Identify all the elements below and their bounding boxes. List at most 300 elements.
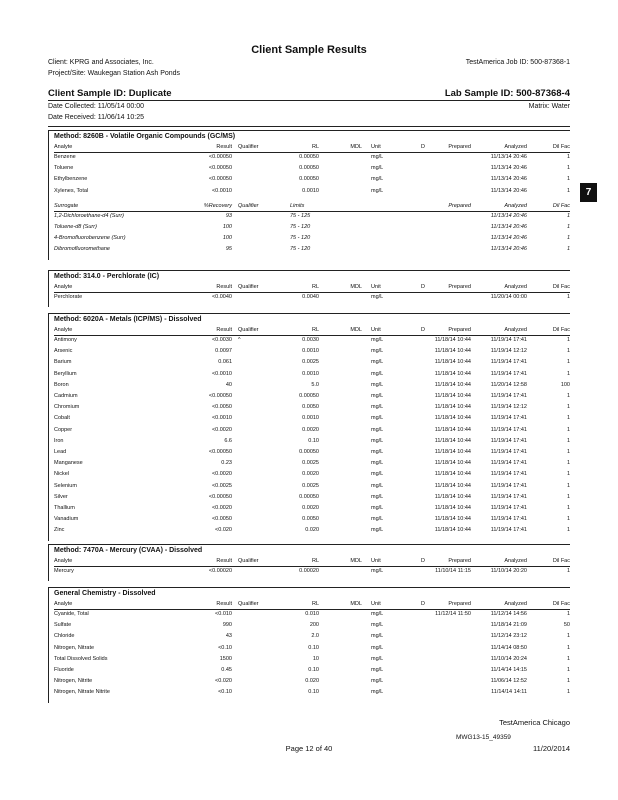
- cell-rl: 0.00050: [299, 165, 319, 172]
- cell-rl: 0.10: [308, 644, 319, 651]
- cell-dil-fac: 1: [566, 404, 570, 411]
- cell-analyzed: 11/18/14 21:09: [490, 622, 527, 629]
- cell-prepared: 11/12/14 11:50: [435, 611, 471, 617]
- cell-result: 1500: [219, 655, 232, 662]
- cell-rl: 0.010: [305, 611, 319, 617]
- column-header-dil-fac: Dil Fac: [552, 284, 570, 290]
- cell-unit: mg/L: [371, 516, 384, 523]
- cell-result: <0.020: [215, 678, 232, 685]
- cell-dil-fac: 1: [566, 516, 570, 523]
- cell-result: <0.0050: [211, 404, 232, 411]
- column-header-analyte: Analyte: [54, 558, 73, 564]
- cell-rl: 2.0: [311, 633, 319, 640]
- column-header-d: D: [421, 558, 425, 564]
- cell-unit: mg/L: [371, 370, 384, 377]
- cell-rl: 0.00050: [299, 176, 319, 183]
- surrogate-cell-dil-fac: 1: [566, 235, 570, 242]
- date-collected: Date Collected: 11/05/14 00:00: [48, 103, 144, 110]
- surrogate-header-dil-fac: Dil Fac: [552, 202, 570, 209]
- cell-result: <0.00050: [208, 449, 232, 455]
- cell-unit: mg/L: [371, 426, 384, 433]
- surrogate-cell-analyzed: 11/13/14 20:46: [490, 235, 527, 242]
- column-header-mdl: MDL: [350, 601, 362, 607]
- cell-result: <0.00050: [208, 493, 232, 500]
- lab-name: TestAmerica Chicago: [499, 718, 570, 727]
- cell-rl: 0.0050: [302, 516, 319, 523]
- cell-dil-fac: 1: [566, 482, 570, 489]
- cell-unit: mg/L: [371, 460, 384, 467]
- matrix: Matrix: Water: [528, 103, 570, 110]
- cell-rl: 10: [312, 655, 319, 662]
- cell-analyzed: 11/19/14 17:41: [490, 449, 527, 455]
- cell-prepared: 11/18/14 10:44: [434, 449, 471, 455]
- page-number: Page 12 of 40: [285, 744, 333, 753]
- surrogate-cell-surrogate: 4-Bromofluorobenzene (Surr): [54, 235, 126, 242]
- cell-unit: mg/L: [371, 415, 384, 422]
- cell-analyzed: 11/19/14 17:41: [490, 493, 527, 500]
- surrogate-cell-limits: 75 - 120: [290, 235, 311, 242]
- column-header-unit: Unit: [371, 284, 381, 290]
- surrogate-cell-dil-fac: 1: [566, 212, 570, 219]
- cell-analyte: Lead: [54, 449, 67, 455]
- cell-rl: 0.0010: [302, 348, 319, 355]
- cell-dil-fac: 1: [566, 493, 570, 500]
- column-header-qualifier: Qualifier: [238, 601, 259, 607]
- cell-analyte: Cobalt: [54, 415, 70, 422]
- cell-result: <0.10: [218, 689, 232, 696]
- cell-result: 0.0097: [215, 348, 232, 355]
- column-header-mdl: MDL: [350, 558, 362, 564]
- cell-analyzed: 11/19/14 17:41: [490, 471, 527, 478]
- column-header-rl: RL: [311, 601, 319, 607]
- column-header-d: D: [421, 601, 425, 607]
- cell-dil-fac: 1: [566, 644, 570, 651]
- cell-prepared: 11/18/14 10:44: [434, 482, 471, 489]
- cell-prepared: 11/18/14 10:44: [434, 437, 471, 444]
- cell-unit: mg/L: [371, 471, 384, 478]
- cell-prepared: 11/18/14 10:44: [434, 493, 471, 500]
- cell-rl: 0.0025: [302, 359, 319, 366]
- client-name: Client: KPRG and Associates, Inc.: [48, 59, 154, 66]
- cell-dil-fac: 1: [566, 471, 570, 478]
- column-header-rl: RL: [311, 144, 319, 150]
- cell-dil-fac: 1: [566, 415, 570, 422]
- cell-rl: 0.00050: [299, 493, 319, 500]
- cell-unit: mg/L: [371, 505, 384, 511]
- cell-prepared: 11/18/14 10:44: [434, 471, 471, 478]
- surrogate-cell-dil-fac: 1: [566, 224, 570, 230]
- cell-unit: mg/L: [371, 667, 384, 673]
- cell-prepared: 11/18/14 10:44: [434, 527, 471, 534]
- column-header-rl: RL: [311, 327, 319, 333]
- cell-prepared: 11/18/14 10:44: [434, 460, 471, 467]
- date-received: Date Received: 11/06/14 10:25: [48, 114, 144, 121]
- surrogate-cell-limits: 75 - 120: [290, 246, 311, 253]
- cell-unit: mg/L: [371, 294, 384, 300]
- cell-unit: mg/L: [371, 644, 384, 651]
- cell-analyte: Perchlorate: [54, 294, 83, 300]
- column-header-rule: [54, 566, 570, 567]
- cell-result: <0.0050: [211, 516, 232, 523]
- cell-result: 0.23: [221, 460, 232, 467]
- surrogate-cell-recovery: 95: [225, 246, 232, 253]
- cell-analyzed: 11/14/14 14:15: [490, 667, 527, 673]
- cell-analyzed: 11/19/14 12:12: [490, 404, 527, 411]
- cell-prepared: 11/18/14 10:44: [434, 337, 471, 343]
- method-title: Method: 8260B - Volatile Organic Compounds (GC/MS): [54, 133, 236, 140]
- cell-analyzed: 11/20/14 00:00: [490, 294, 527, 300]
- cell-analyte: Benzene: [54, 154, 76, 160]
- surrogate-header-recovery: %Recovery: [203, 202, 232, 209]
- cell-rl: 0.0020: [302, 426, 319, 433]
- section-bracket: [48, 544, 49, 581]
- cell-dil-fac: 1: [566, 633, 570, 640]
- cell-unit: mg/L: [371, 165, 384, 172]
- cell-dil-fac: 1: [566, 154, 570, 160]
- column-header-analyzed: Analyzed: [504, 601, 527, 607]
- report-date: 11/20/2014: [533, 744, 570, 753]
- project-site: Project/Site: Waukegan Station Ash Ponds: [48, 70, 181, 77]
- cell-analyzed: 11/19/14 17:41: [490, 516, 527, 523]
- cell-analyzed: 11/19/14 12:12: [490, 348, 527, 355]
- cell-unit: mg/L: [371, 437, 384, 444]
- cell-prepared: 11/18/14 10:44: [434, 404, 471, 411]
- cell-analyzed: 11/14/14 14:11: [491, 689, 527, 696]
- column-header-prepared: Prepared: [448, 327, 471, 333]
- cell-analyzed: 11/13/14 20:46: [490, 165, 527, 172]
- column-header-analyzed: Analyzed: [504, 558, 527, 564]
- cell-result: <0.0010: [211, 370, 232, 377]
- cell-analyte: Ethylbenzene: [54, 176, 88, 183]
- cell-unit: mg/L: [371, 633, 384, 640]
- cell-analyzed: 11/19/14 17:41: [490, 505, 527, 511]
- cell-unit: mg/L: [371, 678, 384, 685]
- cell-analyte: Cadmium: [54, 393, 78, 399]
- cell-analyzed: 11/19/14 17:41: [490, 482, 527, 489]
- cell-result: <0.00050: [208, 165, 232, 172]
- cell-analyzed: 11/19/14 17:41: [490, 359, 527, 366]
- cell-rl: 0.0020: [302, 471, 319, 478]
- cell-result: <0.0020: [211, 505, 232, 511]
- cell-analyte: Beryllium: [54, 370, 77, 377]
- method-title: Method: 314.0 - Perchlorate (IC): [54, 273, 160, 280]
- column-header-unit: Unit: [371, 144, 381, 150]
- surrogate-cell-limits: 75 - 120: [290, 224, 311, 230]
- cell-analyte: Nitrogen, Nitrite: [54, 678, 93, 685]
- cell-dil-fac: 1: [566, 370, 570, 377]
- cell-result: 40: [225, 381, 232, 388]
- column-header-mdl: MDL: [350, 284, 362, 290]
- column-header-dil-fac: Dil Fac: [552, 144, 570, 150]
- cell-unit: mg/L: [371, 154, 384, 160]
- column-header-analyte: Analyte: [54, 144, 73, 150]
- cell-prepared: 11/18/14 10:44: [434, 359, 471, 366]
- cell-dil-fac: 1: [566, 689, 570, 696]
- document-id: MWG13-15_49359: [456, 734, 511, 741]
- cell-result: 0.061: [218, 359, 232, 366]
- cell-dil-fac: 1: [566, 655, 570, 662]
- column-header-qualifier: Qualifier: [238, 144, 259, 150]
- column-header-prepared: Prepared: [448, 284, 471, 290]
- cell-analyzed: 11/12/14 14:56: [490, 611, 527, 617]
- cell-analyzed: 11/19/14 17:41: [490, 370, 527, 377]
- cell-result: <0.0025: [211, 482, 232, 489]
- cell-result: <0.0020: [211, 471, 232, 478]
- cell-result: <0.10: [218, 644, 232, 651]
- column-header-dil-fac: Dil Fac: [552, 327, 570, 333]
- cell-dil-fac: 1: [566, 678, 570, 685]
- cell-rl: 5.0: [311, 381, 319, 388]
- column-header-unit: Unit: [371, 327, 381, 333]
- cell-dil-fac: 1: [566, 437, 570, 444]
- cell-rl: 0.0020: [302, 505, 319, 511]
- cell-unit: mg/L: [371, 611, 384, 617]
- cell-result: <0.0010: [211, 415, 232, 422]
- cell-prepared: 11/18/14 10:44: [434, 516, 471, 523]
- cell-unit: mg/L: [371, 187, 384, 194]
- cell-dil-fac: 1: [566, 527, 570, 534]
- cell-analyte: Chromium: [54, 404, 80, 411]
- cell-analyzed: 11/10/14 20:24: [490, 655, 527, 662]
- cell-rl: 0.10: [308, 689, 319, 696]
- method-title: General Chemistry - Dissolved: [54, 590, 156, 597]
- cell-analyzed: 11/20/14 12:58: [490, 381, 527, 388]
- cell-analyte: Thallium: [54, 505, 75, 511]
- cell-prepared: 11/18/14 10:44: [434, 370, 471, 377]
- surrogate-header-limits: Limits: [290, 202, 305, 209]
- column-header-result: Result: [216, 327, 232, 333]
- cell-analyte: Toluene: [54, 165, 74, 172]
- section-rule: [48, 270, 570, 271]
- cell-prepared: 11/18/14 10:44: [434, 415, 471, 422]
- column-header-d: D: [421, 327, 425, 333]
- cell-qualifier: ^: [238, 337, 241, 343]
- cell-analyte: Manganese: [54, 460, 83, 467]
- column-header-analyzed: Analyzed: [504, 327, 527, 333]
- column-header-prepared: Prepared: [448, 558, 471, 564]
- cell-analyzed: 11/19/14 17:41: [490, 393, 527, 399]
- surrogate-cell-recovery: 100: [222, 235, 232, 242]
- cell-dil-fac: 1: [566, 337, 570, 343]
- column-header-prepared: Prepared: [448, 601, 471, 607]
- column-header-d: D: [421, 144, 425, 150]
- section-rule: [48, 313, 570, 314]
- cell-analyte: Fluoride: [54, 667, 74, 673]
- cell-analyte: Cyanide, Total: [54, 611, 89, 617]
- column-header-mdl: MDL: [350, 144, 362, 150]
- column-header-result: Result: [216, 601, 232, 607]
- column-header-unit: Unit: [371, 558, 381, 564]
- cell-unit: mg/L: [371, 176, 384, 183]
- cell-dil-fac: 1: [566, 359, 570, 366]
- cell-analyte: Vanadium: [54, 516, 79, 523]
- cell-dil-fac: 50: [563, 622, 570, 629]
- cell-rl: 0.0010: [302, 187, 319, 194]
- cell-rl: 0.0025: [302, 482, 319, 489]
- cell-dil-fac: 1: [566, 505, 570, 511]
- cell-analyzed: 11/19/14 17:41: [490, 426, 527, 433]
- cell-prepared: 11/18/14 10:44: [434, 393, 471, 399]
- column-header-qualifier: Qualifier: [238, 284, 259, 290]
- cell-prepared: 11/18/14 10:44: [434, 348, 471, 355]
- cell-analyzed: 11/13/14 20:46: [490, 154, 527, 160]
- method-title: Method: 7470A - Mercury (CVAA) - Dissolved: [54, 547, 203, 554]
- cell-analyzed: 11/10/14 20:20: [490, 568, 527, 574]
- cell-dil-fac: 1: [566, 294, 570, 300]
- cell-analyzed: 11/19/14 17:41: [490, 527, 527, 534]
- column-header-analyte: Analyte: [54, 327, 73, 333]
- cell-rl: 0.00050: [299, 154, 319, 160]
- cell-dil-fac: 1: [566, 187, 570, 194]
- cell-analyzed: 11/19/14 17:41: [490, 460, 527, 467]
- cell-analyte: Total Dissolved Solids: [54, 655, 108, 662]
- cell-dil-fac: 1: [566, 393, 570, 399]
- cell-unit: mg/L: [371, 359, 384, 366]
- cell-dil-fac: 1: [566, 460, 570, 467]
- cell-dil-fac: 1: [566, 348, 570, 355]
- cell-result: 0.45: [221, 667, 232, 673]
- cell-rl: 0.10: [308, 667, 319, 673]
- column-header-result: Result: [216, 284, 232, 290]
- cell-analyzed: 11/19/14 17:41: [490, 337, 527, 343]
- method-title: Method: 6020A - Metals (ICP/MS) - Dissolved: [54, 316, 202, 323]
- section-tab: 7: [580, 183, 597, 202]
- section-bracket: [48, 270, 49, 307]
- column-header-analyzed: Analyzed: [504, 284, 527, 290]
- cell-rl: 0.0030: [302, 337, 319, 343]
- column-header-prepared: Prepared: [448, 144, 471, 150]
- cell-result: <0.0020: [211, 426, 232, 433]
- cell-analyte: Selenium: [54, 482, 77, 489]
- column-header-unit: Unit: [371, 601, 381, 607]
- cell-unit: mg/L: [371, 449, 384, 455]
- surrogate-cell-recovery: 100: [222, 224, 232, 230]
- cell-analyzed: 11/19/14 17:41: [490, 437, 527, 444]
- cell-rl: 0.0040: [302, 294, 319, 300]
- page-title: Client Sample Results: [251, 44, 367, 56]
- cell-prepared: 11/18/14 10:44: [434, 381, 471, 388]
- section-bracket: [48, 587, 49, 703]
- cell-rl: 0.020: [305, 678, 319, 685]
- cell-dil-fac: 1: [566, 667, 570, 673]
- cell-unit: mg/L: [371, 622, 384, 629]
- cell-analyte: Silver: [54, 493, 68, 500]
- section-rule: [48, 544, 570, 545]
- surrogate-cell-recovery: 93: [225, 212, 232, 219]
- surrogate-header-rule: [54, 211, 570, 212]
- surrogate-header-surrogate: Surrogate: [54, 202, 79, 209]
- cell-dil-fac: 1: [566, 426, 570, 433]
- cell-unit: mg/L: [371, 393, 384, 399]
- cell-analyte: Iron: [54, 437, 64, 444]
- column-header-dil-fac: Dil Fac: [552, 601, 570, 607]
- cell-result: <0.0040: [211, 294, 232, 300]
- column-header-analyte: Analyte: [54, 601, 73, 607]
- cell-rl: 0.0010: [302, 370, 319, 377]
- cell-unit: mg/L: [371, 482, 384, 489]
- cell-rl: 0.10: [308, 437, 319, 444]
- column-header-dil-fac: Dil Fac: [552, 558, 570, 564]
- column-header-result: Result: [216, 558, 232, 564]
- cell-analyzed: 11/13/14 20:46: [490, 187, 527, 194]
- cell-result: 43: [225, 633, 232, 640]
- cell-dil-fac: 1: [566, 568, 570, 574]
- column-header-d: D: [421, 284, 425, 290]
- cell-unit: mg/L: [371, 689, 384, 696]
- cell-unit: mg/L: [371, 381, 384, 388]
- cell-prepared: 11/10/14 11:15: [435, 568, 471, 574]
- column-header-analyte: Analyte: [54, 284, 73, 290]
- cell-analyte: Nickel: [54, 471, 69, 478]
- surrogate-cell-analyzed: 11/13/14 20:46: [490, 212, 527, 219]
- cell-analyte: Zinc: [54, 527, 65, 534]
- cell-rl: 0.020: [305, 527, 319, 534]
- cell-rl: 0.0050: [302, 404, 319, 411]
- cell-analyte: Xylenes, Total: [54, 187, 89, 194]
- cell-prepared: 11/18/14 10:44: [434, 426, 471, 433]
- cell-analyte: Chloride: [54, 633, 75, 640]
- section-rule: [48, 130, 570, 131]
- cell-analyte: Nitrogen, Nitrate: [54, 644, 95, 651]
- cell-analyzed: 11/13/14 20:46: [490, 176, 527, 183]
- cell-analyte: Boron: [54, 381, 69, 388]
- cell-analyte: Nitrogen, Nitrate Nitrite: [54, 689, 110, 696]
- cell-result: <0.00050: [208, 154, 232, 160]
- cell-analyzed: 11/14/14 08:50: [490, 644, 527, 651]
- section-bracket: [48, 313, 49, 541]
- surrogate-cell-surrogate: Dibromofluoromethane: [54, 246, 110, 253]
- column-header-mdl: MDL: [350, 327, 362, 333]
- cell-result: <0.00020: [208, 568, 232, 574]
- header-rule: [48, 126, 570, 127]
- client-sample-id: Client Sample ID: Duplicate: [48, 88, 172, 99]
- column-header-rule: [54, 609, 570, 610]
- cell-analyzed: 11/19/14 17:41: [490, 415, 527, 422]
- cell-analyte: Sulfate: [54, 622, 72, 629]
- cell-rl: 0.00050: [299, 449, 319, 455]
- cell-result: <0.0010: [211, 187, 232, 194]
- surrogate-header-analyzed: Analyzed: [504, 202, 527, 209]
- cell-result: <0.00050: [208, 393, 232, 399]
- cell-result: 6.6: [224, 437, 232, 444]
- cell-unit: mg/L: [371, 527, 384, 534]
- column-header-rl: RL: [311, 558, 319, 564]
- cell-result: 990: [222, 622, 232, 629]
- cell-unit: mg/L: [371, 493, 384, 500]
- section-rule: [48, 587, 570, 588]
- lab-sample-id: Lab Sample ID: 500-87368-4: [444, 88, 570, 99]
- cell-dil-fac: 1: [566, 165, 570, 172]
- surrogate-cell-surrogate: 1,2-Dichloroethane-d4 (Surr): [54, 212, 125, 219]
- surrogate-header-prepared: Prepared: [448, 202, 471, 209]
- column-header-result: Result: [216, 144, 232, 150]
- column-header-rule: [54, 152, 570, 153]
- cell-analyzed: 11/12/14 23:12: [490, 633, 527, 640]
- column-header-qualifier: Qualifier: [238, 558, 259, 564]
- cell-dil-fac: 1: [566, 176, 570, 183]
- surrogate-cell-analyzed: 11/13/14 20:46: [490, 224, 527, 230]
- cell-unit: mg/L: [371, 568, 384, 574]
- cell-analyte: Arsenic: [54, 348, 73, 355]
- surrogate-header-qualifier: Qualifier: [238, 202, 259, 209]
- cell-unit: mg/L: [371, 348, 384, 355]
- cell-unit: mg/L: [371, 404, 384, 411]
- column-header-qualifier: Qualifier: [238, 327, 259, 333]
- surrogate-cell-dil-fac: 1: [566, 246, 570, 253]
- surrogate-cell-limits: 75 - 125: [290, 212, 311, 219]
- cell-unit: mg/L: [371, 337, 384, 343]
- sample-id-rule: [48, 100, 570, 101]
